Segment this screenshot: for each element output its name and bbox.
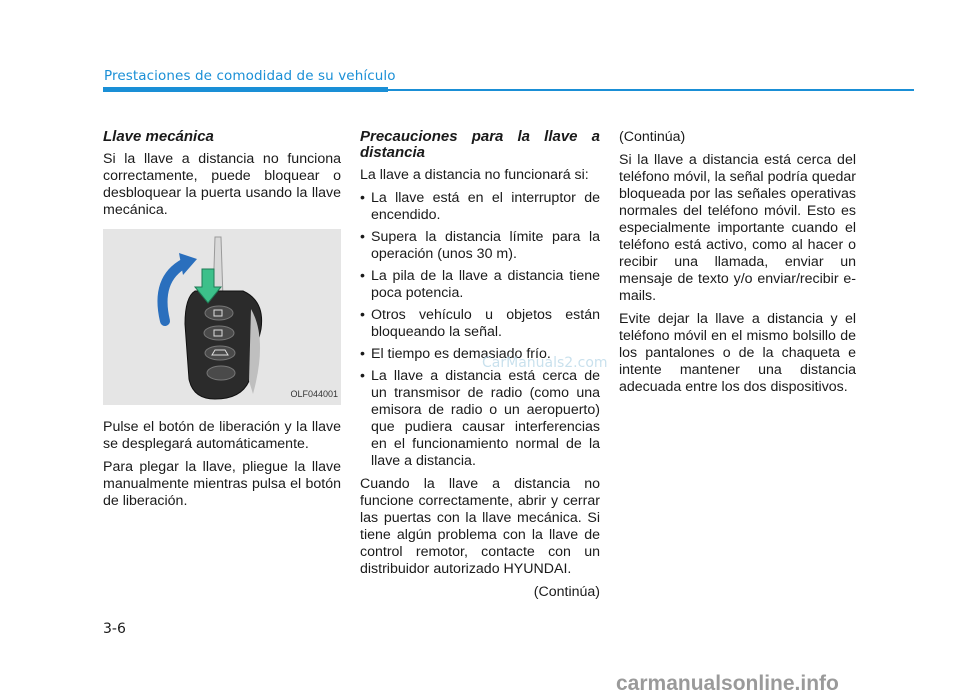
paragraph-release-button: Pulse el botón de liberación y la llave se desplegará automáticamente. xyxy=(103,419,341,452)
list-item: • La pila de la llave a distancia tiene poca potencia. xyxy=(360,268,600,302)
watermark-bottom: carmanualsonline.info xyxy=(616,672,839,695)
continued-label-top: (Continúa) xyxy=(619,129,686,145)
continued-label: (Continúa) xyxy=(533,584,600,600)
watermark-overlay: CarManuals2.com xyxy=(482,355,608,371)
header-rule-thin xyxy=(388,89,914,91)
key-figure xyxy=(103,229,341,405)
figure-code: OLF044001 xyxy=(290,389,338,399)
paragraph-intro: La llave a distancia no funcionará si: xyxy=(360,167,589,183)
header-rule-thick xyxy=(103,87,388,92)
paragraph-mobile-phone: Si la llave a distancia está cerca del teléfono móvil, la señal podría quedar bloqueada por las señales operativas normales del teléfono móvil. Esto es especialmente importante cuando el teléfono está activo, como al hacer o recibir una llamada, enviar un mensaje de texto y/o enviar/recibir e-mails. xyxy=(619,152,856,304)
page-number: 3-6 xyxy=(103,621,126,637)
list-item: • La llave está en el interruptor de encendido. xyxy=(360,190,600,224)
paragraph-mechanical-key: Si la llave a distancia no funciona correctamente, puede bloquear o desbloquear la puerta usando la llave mecánica. xyxy=(103,151,341,218)
heading-remote-precautions: Precauciones para la llave a distancia xyxy=(360,128,600,161)
paragraph-fold-key: Para plegar la llave, pliegue la llave manualmente mientras pulsa el botón de liberación. xyxy=(103,459,341,509)
list-item: • El tiempo es demasiado frío. xyxy=(360,346,600,363)
precautions-list xyxy=(360,190,600,470)
smart-key-illustration xyxy=(103,229,341,405)
list-item: • Supera la distancia límite para la operación (unos 30 m). xyxy=(360,229,600,263)
column-right xyxy=(619,129,856,402)
section-header-title: Prestaciones de comodidad de su vehículo xyxy=(104,68,396,84)
paragraph-malfunction: Cuando la llave a distancia no funcione correctamente, abrir y cerrar las puertas con la llave mecánica. Si tiene algún problema con la llave de control remotor, contacte con un distribuidor autorizado HYUNDAI. xyxy=(360,476,600,577)
heading-mechanical-key: Llave mecánica xyxy=(103,128,214,145)
list-item: • Otros vehículo u objetos están bloqueando la señal. xyxy=(360,307,600,341)
column-left xyxy=(103,129,341,516)
paragraph-avoid-pocket: Evite dejar la llave a distancia y el teléfono móvil en el mismo bolsillo de los pantalones o de la chaqueta e intente mantener una distancia adecuada entre los dos dispositivos. xyxy=(619,311,856,395)
list-item: • La llave a distancia está cerca de un transmisor de radio (como una emisora de radio o un aeropuerto) que pudiera causar interferencias en el funcionamiento normal de la llave a distancia. xyxy=(360,368,600,470)
